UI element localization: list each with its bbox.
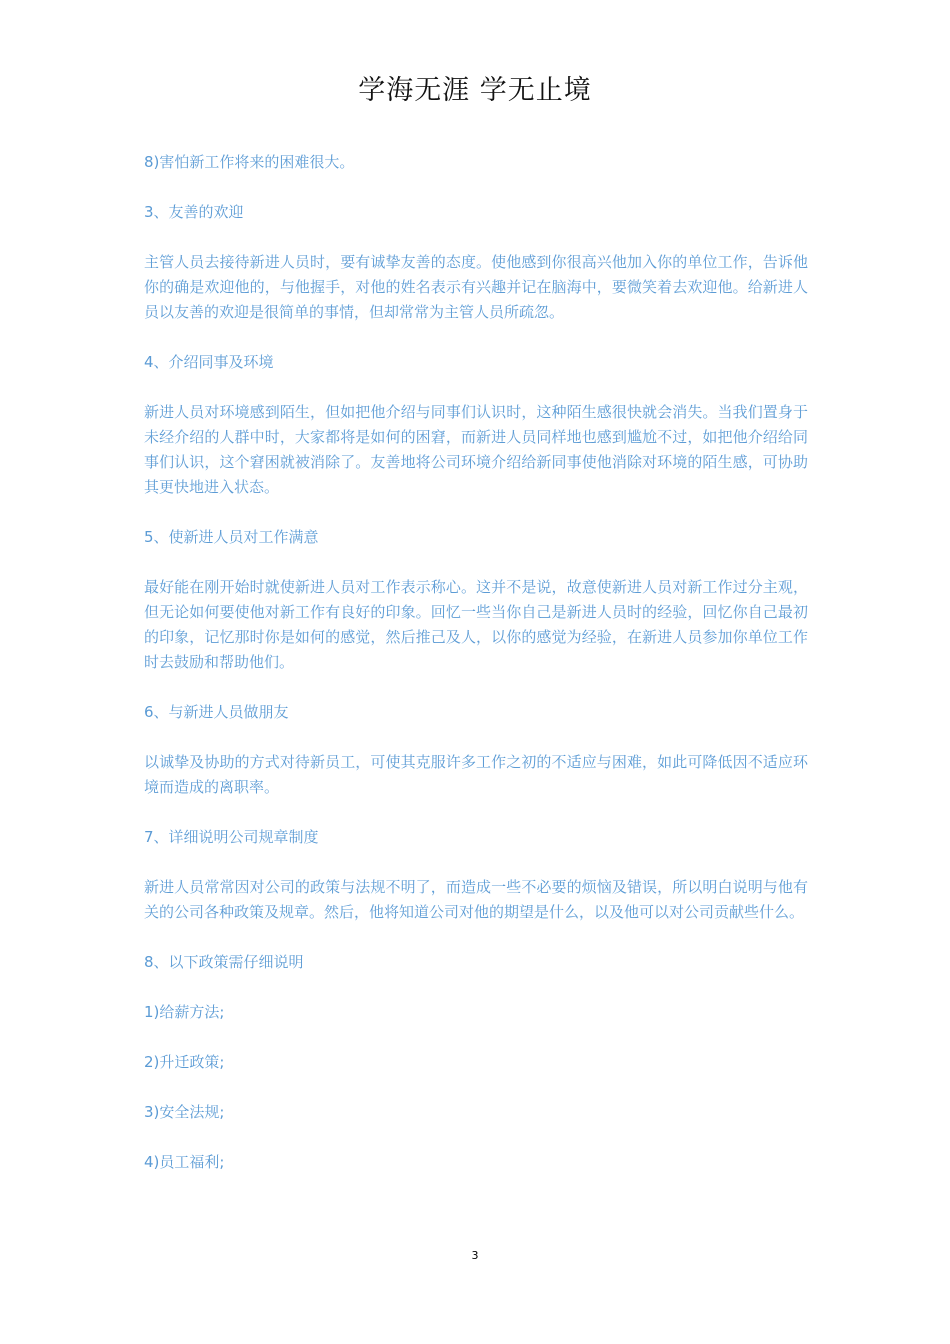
paragraph-be-friends: 以诚挚及协助的方式对待新员工，可使其克服许多工作之初的不适应与困难，如此可降低因不适应环境而造成的离职率。 [144,753,808,796]
section-heading-explain-rules: 7、详细说明公司规章制度 [144,828,319,846]
page-number: 3 [471,1249,479,1262]
section-heading-job-satisfaction: 5、使新进人员对工作满意 [144,528,319,546]
section-heading-friendly-welcome: 3、友善的欢迎 [144,203,244,221]
document-body [144,150,808,1200]
list-item-employee-benefits: 4)员工福利; [144,1153,225,1171]
section-heading-policies: 8、以下政策需仔细说明 [144,953,304,971]
page-header-title: 学海无涯 学无止境 [358,75,592,106]
paragraph-friendly-welcome: 主管人员去接待新进人员时，要有诚挚友善的态度。使他感到你很高兴他加入你的单位工作，告诉他你的确是欢迎他的，与他握手，对他的姓名表示有兴趣并记在脑海中，要微笑着去欢迎他。给新进人员以友善的欢迎是很简单的事情，但却常常为主管人员所疏忽。 [144,253,808,321]
section-heading-introduce-colleagues: 4、介绍同事及环境 [144,353,274,371]
list-item-promotion-policy: 2)升迁政策; [144,1053,225,1071]
paragraph-job-satisfaction: 最好能在刚开始时就使新进人员对工作表示称心。这并不是说，故意使新进人员对新工作过分主观，但无论如何要使他对新工作有良好的印象。回忆一些当你自己是新进人员时的经验，回忆你自己最初的印象，记忆那时你是如何的感觉，然后推己及人，以你的感觉为经验，在新进人员参加你单位工作时去鼓励和帮助他们。 [144,578,808,671]
list-item-fear-difficulty: 8)害怕新工作将来的困难很大。 [144,153,355,171]
list-item-pay-method: 1)给薪方法; [144,1003,225,1021]
paragraph-explain-rules: 新进人员常常因对公司的政策与法规不明了，而造成一些不必要的烦恼及错误，所以明白说明与他有关的公司各种政策及规章。然后，他将知道公司对他的期望是什么，以及他可以对公司贡献些什么。 [144,878,808,921]
paragraph-introduce-colleagues: 新进人员对环境感到陌生，但如把他介绍与同事们认识时，这种陌生感很快就会消失。当我们置身于未经介绍的人群中时，大家都将是如何的困窘，而新进人员同样地也感到尴尬不过，如把他介绍给同事们认识，这个窘困就被消除了。友善地将公司环境介绍给新同事使他消除对环境的陌生感，可协助其更快地进入状态。 [144,403,808,496]
section-heading-be-friends: 6、与新进人员做朋友 [144,703,289,721]
list-item-safety-rules: 3)安全法规; [144,1103,225,1121]
